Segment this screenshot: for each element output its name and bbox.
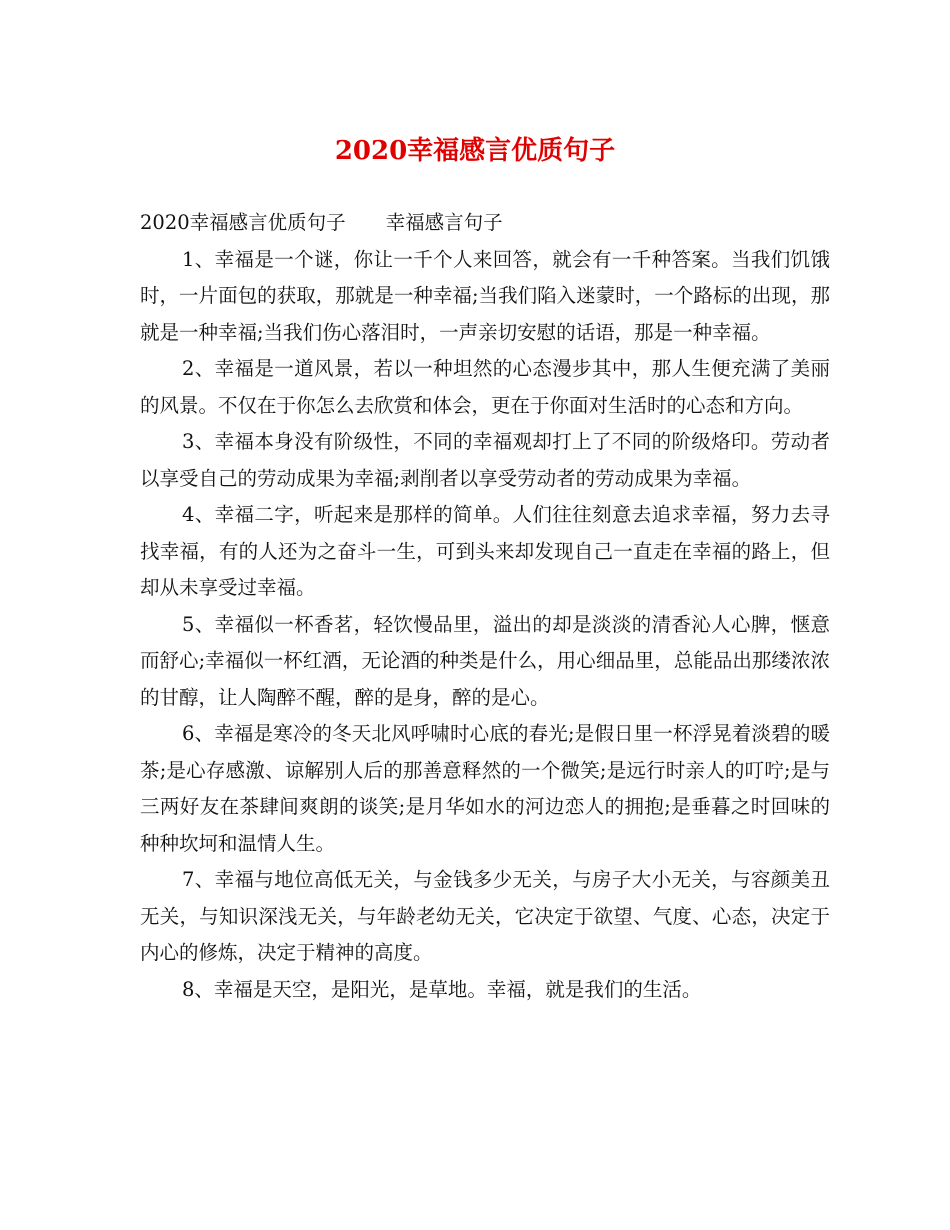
paragraph-3: 3、幸福本身没有阶级性，不同的幸福观却打上了不同的阶级烙印。劳动者以享受自己的劳动成果为幸福;剥削者以享受劳动者的劳动成果为幸福。 — [140, 430, 830, 490]
paragraph-8: 8、幸福是天空，是阳光，是草地。幸福，就是我们的生活。 — [182, 977, 702, 1001]
paragraph-6: 6、幸福是寒冷的冬天北风呼啸时心底的春光;是假日里一杯浮晃着淡碧的暖茶;是心存感激、谅解别人后的那善意释然的一个微笑;是远行时亲人的叮咛;是与三两好友在茶肆间爽朗的谈笑;是月华如水的河边恋人的拥抱;是垂暮之时回味的种种坎坷和温情人生。 — [140, 722, 830, 855]
paragraph-1: 1、幸福是一个谜，你让一千个人来回答，就会有一千种答案。当我们饥饿时，一片面包的获取，那就是一种幸福;当我们陷入迷蒙时，一个路标的出现，那就是一种幸福;当我们伤心落泪时，一声亲切安慰的话语，那是一种幸福。 — [140, 247, 830, 344]
document-body — [140, 205, 830, 1008]
paragraph-4: 4、幸福二字，听起来是那样的简单。人们往往刻意去追求幸福，努力去寻找幸福，有的人还为之奋斗一生，可到头来却发现自己一直走在幸福的路上，但却从未享受过幸福。 — [140, 503, 830, 599]
subtitle-right: 幸福感言句子 — [385, 211, 503, 234]
subtitle-left: 2020幸福感言优质句子 — [140, 211, 346, 234]
subtitle-line — [140, 205, 830, 242]
paragraph-2: 2、幸福是一道风景，若以一种坦然的心态漫步其中，那人生便充满了美丽的风景。不仅在于你怎么去欣赏和体会，更在于你面对生活时的心态和方向。 — [140, 357, 830, 417]
document-title: 2020幸福感言优质句子 — [334, 136, 616, 166]
paragraph-7: 7、幸福与地位高低无关，与金钱多少无关，与房子大小无关，与容颜美丑无关，与知识深浅无关，与年龄老幼无关，它决定于欲望、气度、心态，决定于内心的修炼，决定于精神的高度。 — [140, 868, 830, 964]
paragraph-5: 5、幸福似一杯香茗，轻饮慢品里，溢出的却是淡淡的清香沁人心脾，惬意而舒心;幸福似一杯红酒，无论酒的种类是什么，用心细品里，总能品出那缕浓浓的甘醇，让人陶醉不醒，醉的是身，醉的是心。 — [140, 612, 830, 709]
